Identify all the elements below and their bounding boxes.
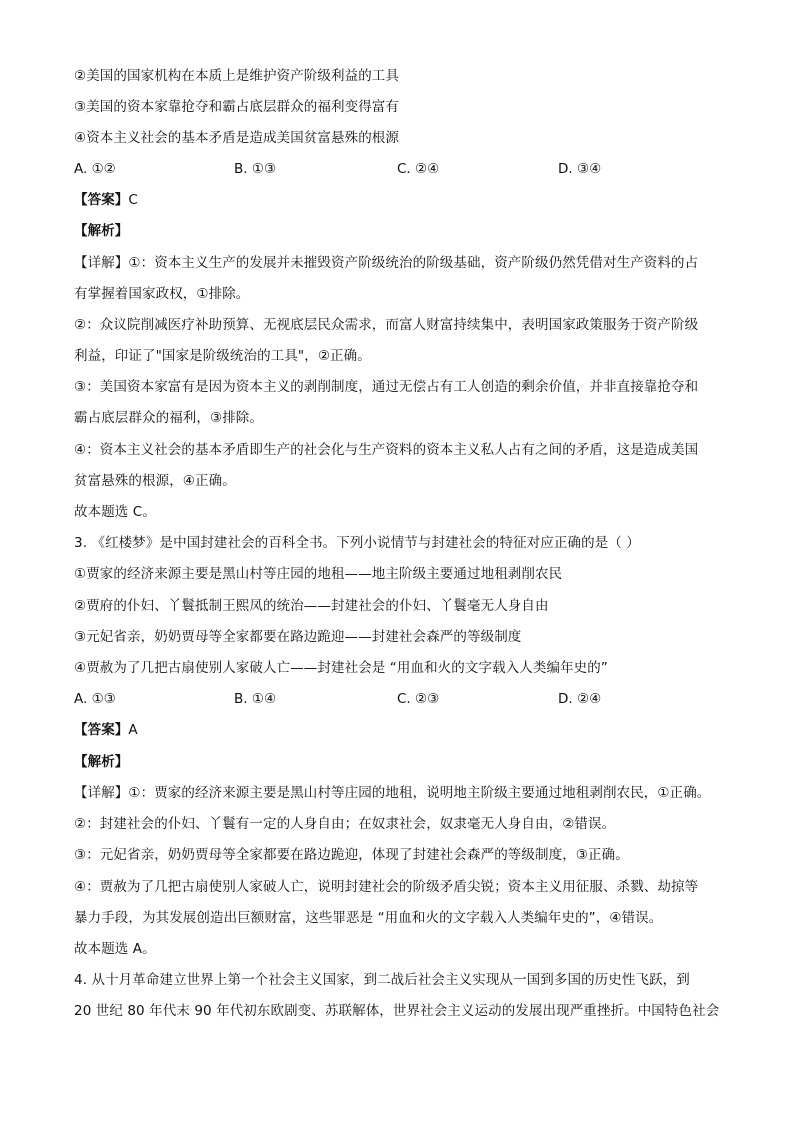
answer-line [74,190,138,210]
analysis-line: 有掌握着国家政权，①排除。 [74,286,250,302]
analysis-line: 【详解】①：资本主义生产的发展并未摧毁资产阶级统治的阶级基础，资产阶级仍然凭借对生产资料的占 [74,255,699,271]
analysis-line: ④：贾赦为了几把古扇使别人家破人亡，说明封建社会的阶级矛盾尖锐；资本主义用征服、杀戮、劫掠等 [74,879,699,895]
conclusion: 故本题选 A。 [74,941,156,957]
analysis-tag: 【解析】 [74,754,129,770]
statement-2: ②贾府的仆妇、丫鬟抵制王熙凤的统治——封建社会的仆妇、丫鬟毫无人身自由 [74,598,549,614]
analysis-line: ③：美国资本家富有是因为资本主义的剥削制度，通过无偿占有工人创造的剩余价值，并非直接靠抢夺和 [74,379,699,395]
option-d: D. ②④ [558,691,602,707]
analysis-tag: 【解析】 [74,223,129,239]
analysis-line: 霸占底层群众的福利，③排除。 [74,410,264,426]
option-a: A. ①② [74,161,116,177]
option-c: C. ②④ [397,161,440,177]
answer-value: A [128,722,138,738]
option-a: A. ①③ [74,691,116,707]
analysis-line: ④：资本主义社会的基本矛盾即生产的社会化与生产资料的资本主义私人占有之间的矛盾，这是造成美国 [74,442,699,458]
analysis-line: 利益，印证了"国家是阶级统治的工具"，②正确。 [74,348,371,364]
statement-2: ②美国的国家机构在本质上是维护资产阶级利益的工具 [74,68,400,84]
analysis-line: 暴力手段，为其发展创造出巨额财富，这些罪恶是 “用血和火的文字载入人类编年史的”，④错误。 [74,910,663,926]
answer-tag: 【答案】 [74,192,129,208]
options-row [74,689,774,709]
option-b: B. ①④ [234,691,277,707]
question-4-stem: 4. 从十月革命建立世界上第一个社会主义国家，到二战后社会主义实现从一国到多国的历史性飞跃，到 [74,972,690,988]
statement-1: ①贾家的经济来源主要是黑山村等庄园的地租——地主阶级主要通过地租剥削农民 [74,566,563,582]
answer-value: C [128,192,138,208]
statement-4: ④贾赦为了几把古扇使别人家破人亡——封建社会是 “用血和火的文字载入人类编年史的” [74,660,608,676]
statement-3: ③美国的资本家靠抢夺和霸占底层群众的福利变得富有 [74,99,400,115]
statement-4: ④资本主义社会的基本矛盾是造成美国贫富悬殊的根源 [74,130,400,146]
analysis-line: 【详解】①：贾家的经济来源主要是黑山村等庄园的地租，说明地主阶级主要通过地租剥削农民，①正确。 [74,785,711,801]
analysis-line: ②：众议院削减医疗补助预算、无视底层民众需求，而富人财富持续集中，表明国家政策服务于资产阶级 [74,317,699,333]
option-b: B. ①③ [234,161,277,177]
conclusion: 故本题选 C。 [74,504,156,520]
statement-3: ③元妃省亲，奶奶贾母等全家都要在路边跪迎——封建社会森严的等级制度 [74,629,522,645]
analysis-line: ②：封建社会的仆妇、丫鬟有一定的人身自由；在奴隶社会，奴隶毫无人身自由，②错误。 [74,816,616,832]
question-3-stem: 3. 《红楼梦》是中国封建社会的百科全书。下列小说情节与封建社会的特征对应正确的是（ ） [74,535,640,551]
option-c: C. ②③ [397,691,440,707]
question-4-stem: 20 世纪 80 年代末 90 年代初东欧剧变、苏联解体，世界社会主义运动的发展出现严重挫折。中国特色社会 [74,1003,720,1019]
analysis-line: ③：元妃省亲，奶奶贾母等全家都要在路边跪迎，体现了封建社会森严的等级制度，③正确。 [74,847,629,863]
answer-tag: 【答案】 [74,722,129,738]
analysis-line: 贫富悬殊的根源，④正确。 [74,473,236,489]
option-d: D. ③④ [558,161,602,177]
answer-line [74,720,138,740]
options-row [74,159,774,179]
